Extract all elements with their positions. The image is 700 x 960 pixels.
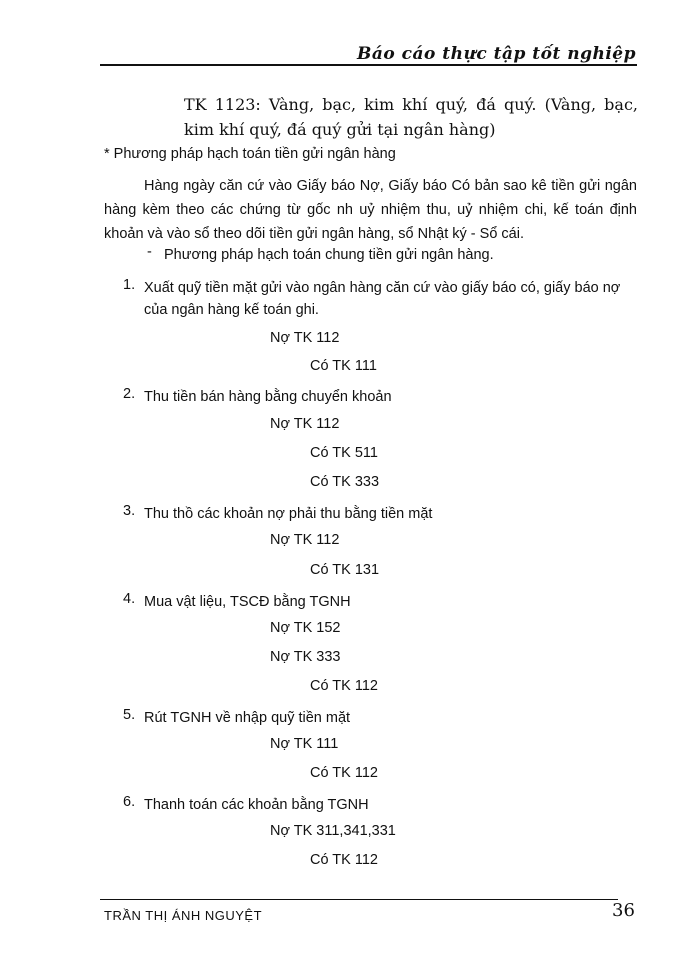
intro-paragraph [104,174,637,246]
item-number: 6. [123,794,136,810]
tk-1123-description: TK 1123: Vàng, bạc, kim khí quý, đá quý. (Vàng, bạc, kim khí quý, đá quý gửi tại ngân hàng) [184,95,638,139]
item-number: 3. [123,503,136,519]
intro-paragraph-text: Hàng ngày căn cứ vào Giấy báo Nợ, Giấy báo Có bản sao kê tiền gửi ngân hàng kèm theo các chứng từ gốc nh uỷ nhiệm thu, uỷ nhiệm chi, kế toán định khoản và vào sổ theo dõi tiền gửi ngân hàng, sổ Nhật ký - Sổ cái. [104,178,637,242]
credit-entry: Có TK 112 [310,678,378,694]
footer-divider [100,899,618,900]
page-number: 36 [612,900,635,921]
debit-entry: Nợ TK 111 [270,736,339,752]
item-text: Mua vật liệu, TSCĐ bằng TGNH [144,594,351,610]
item-number: 1. [123,277,136,293]
credit-entry: Có TK 131 [310,562,380,578]
item-text: Xuất quỹ tiền mặt gửi vào ngân hàng căn cứ vào giấy báo có, giấy báo nợ của ngân hàng kế toán ghi. [144,280,621,318]
method-heading: * Phương pháp hạch toán tiền gửi ngân hàng [104,146,396,162]
debit-entry: Nợ TK 311,341,331 [270,823,396,839]
item-text: Rút TGNH về nhập quỹ tiền mặt [144,710,351,726]
item-text: Thu tiền bán hàng bằng chuyển khoản [144,389,392,405]
credit-entry: Có TK 112 [310,765,378,781]
credit-entry: Có TK 111 [310,358,377,374]
bullet-dash: - [147,244,152,260]
debit-entry: Nợ TK 112 [270,532,340,548]
debit-entry: Nợ TK 112 [270,416,340,432]
item-number: 5. [123,707,136,723]
item-text: Thanh toán các khoản bằng TGNH [144,797,369,813]
debit-entry: Nợ TK 152 [270,620,341,636]
header-divider [100,64,637,66]
credit-entry: Có TK 112 [310,852,378,868]
credit-entry: Có TK 511 [310,445,378,461]
debit-entry: Nợ TK 333 [270,649,341,665]
item-text: Thu thồ các khoản nợ phải thu bằng tiền mặt [144,506,433,522]
general-method-text: Phương pháp hạch toán chung tiền gửi ngân hàng. [164,247,494,263]
debit-entry: Nợ TK 112 [270,330,340,346]
credit-entry: Có TK 333 [310,474,380,490]
footer-author: TRẦN THỊ ÁNH NGUYỆT [104,908,263,923]
item-number: 2. [123,386,136,402]
item-number: 4. [123,591,136,607]
header-title: Báo cáo thực tập tốt nghiệp [356,44,636,64]
